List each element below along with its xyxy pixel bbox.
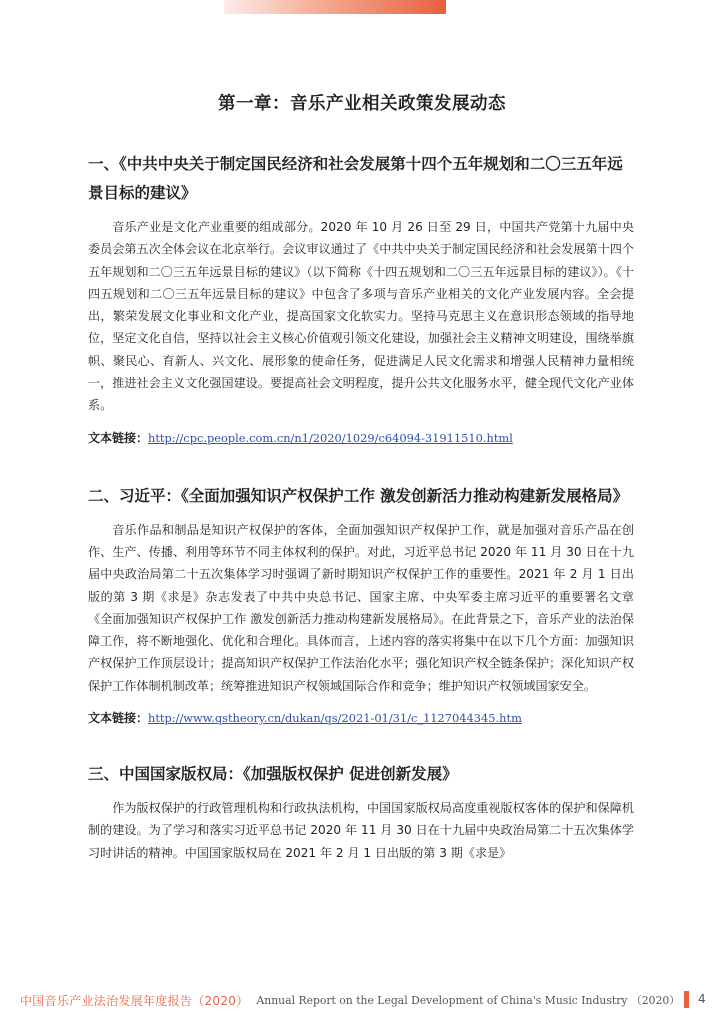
section-1-heading: 一、《中共中央关于制定国民经济和社会发展第十四个五年规划和二〇三五年远景目标的建议》 (88, 155, 623, 202)
section-2-link-label: 文本链接： (88, 711, 149, 726)
section-1-body: 音乐产业是文化产业重要的组成部分。2020 年 10 月 26 日至 29 日，中国共产党第十九届中央委员会第五次全体会议在北京举行。会议审议通过了《中共中央关于制定国民经济和社会发展第十四个五年规划和二〇三五年远景目标的建议》（以下简称《十四五规划和二〇三五年远景目标的建议》）。《十四五规划和二〇三五年远景目标的建议》中包含了多项与音乐产业相关的文化产业发展内容。全会提出，繁荣发展文化事业和文化产业，提高国家文化软实力。坚持马克思主义在意识形态领域的指导地位，坚定文化自信，坚持以社会主义核心价值观引领文化建设，加强社会主义精神文明建设，围绕举旗帜、聚民心、育新人、兴文化、展形象的使命任务，促进满足人民文化需求和增强人民精神力量相统一，推进社会主义文化强国建设。要提高社会文明程度，提升公共文化服务水平，健全现代文化产业体系。 (88, 220, 634, 413)
top-decor-bar (224, 0, 446, 14)
section-1 (88, 150, 634, 448)
main-content (88, 150, 634, 864)
section-1-link[interactable]: http://cpc.people.com.cn/n1/2020/1029/c64094-31911510.html (148, 430, 513, 445)
chapter-title: 第一章：音乐产业相关政策发展动态 (218, 94, 506, 114)
section-3-heading: 三、中国国家版权局：《加强版权保护 促进创新发展》 (88, 765, 458, 784)
page-number: 4 (698, 992, 706, 1006)
section-2-body: 音乐作品和制品是知识产权保护的客体，全面加强知识产权保护工作，就是加强对音乐产品在创作、生产、传播、利用等环节不同主体权利的保护。对此，习近平总书记 2020 年 11 月 30 日在十九届中央政治局第二十五次集体学习时强调了新时期知识产权保护工作的重要性。2021 年 2 月 1 日出版的第 3 期《求是》杂志发表了中共中央总书记、国家主席、中央军委主席习近平的重要署名文章《全面加强知识产权保护工作 激发创新活力推动构建新发展格局》。在此背景之下，音乐产业的法治保障工作，将不断地强化、优化和合理化。具体而言，上述内容的落实将集中在以下几个方面：加强知识产权保护工作顶层设计；提高知识产权保护工作法治化水平；强化知识产权全链条保护；深化知识产权保护工作体制机制改革；统筹推进知识产权领域国际合作和竞争；维护知识产权领域国家安全。 (88, 522, 634, 693)
section-2 (88, 482, 634, 728)
section-3 (88, 760, 634, 864)
section-1-link-line (88, 428, 634, 448)
section-3-body: 作为版权保护的行政管理机构和行政执法机构，中国国家版权局高度重视版权客体的保护和保障机制的建设。为了学习和落实习近平总书记 2020 年 11 月 30 日在十九届中央政治局第二十五次集体学习时讲话的精神。中国国家版权局在 2021 年 2 月 1 日出版的第 3 期《求是》 (88, 801, 634, 860)
section-2-link[interactable]: http://www.qstheory.cn/dukan/qs/2021-01/31/c_1127044345.htm (148, 711, 522, 726)
section-2-link-line (88, 708, 634, 728)
footer-accent-bar (684, 991, 689, 1008)
section-1-link-label: 文本链接： (88, 430, 149, 445)
footer-report-title-en: Annual Report on the Legal Development of China's Music Industry （2020） (256, 994, 680, 1007)
footer-report-title-cn: 中国音乐产业法治发展年度报告（2020） (20, 994, 249, 1008)
section-2-heading: 二、习近平：《全面加强知识产权保护工作 激发创新活力推动构建新发展格局》 (88, 486, 629, 505)
